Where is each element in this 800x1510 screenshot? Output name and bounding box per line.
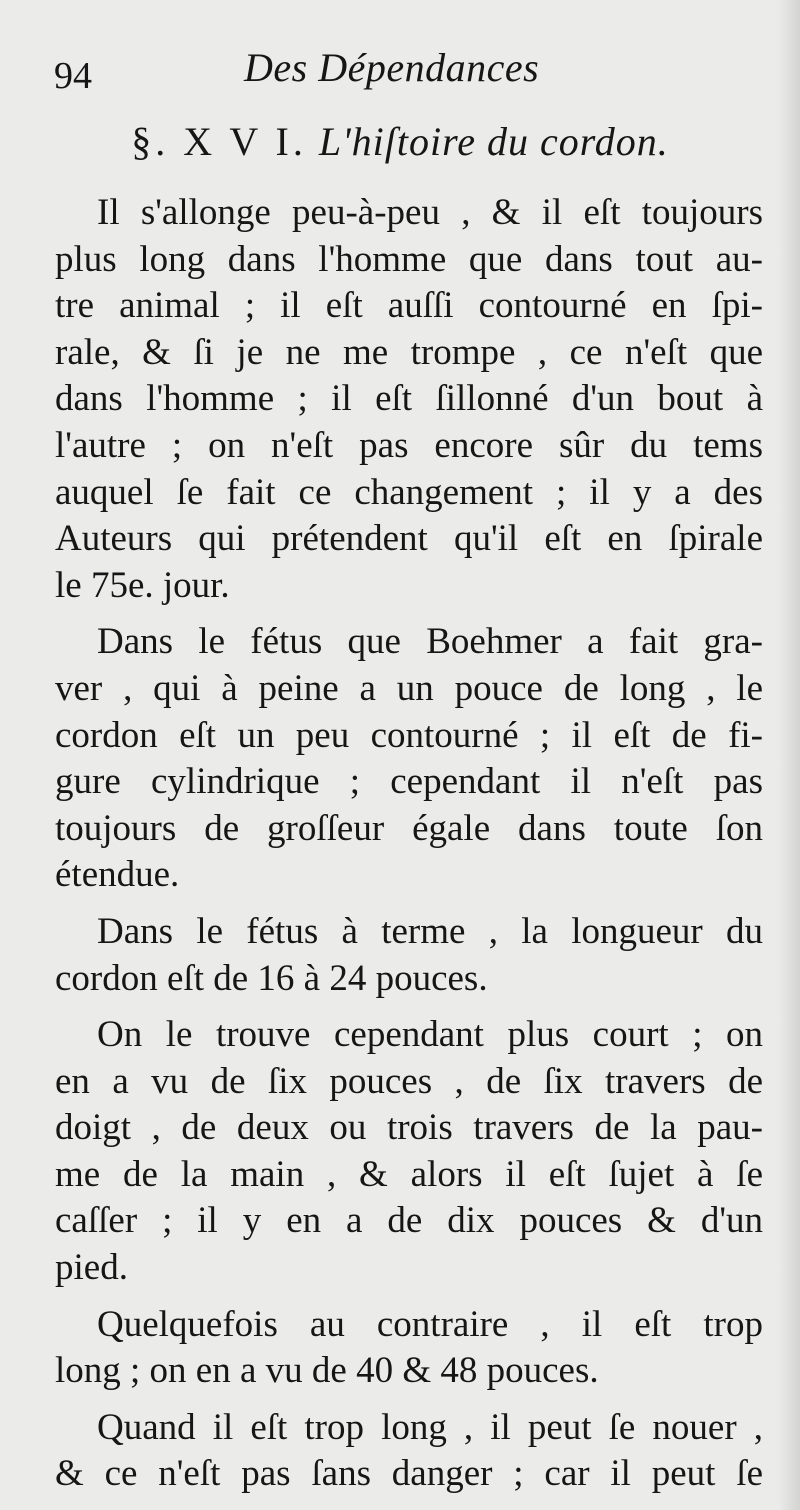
text-line: l'autre ; on n'eſt pas encore sûr du tems xyxy=(55,424,763,466)
text-line: en a vu de ſix pouces , de ſix travers de xyxy=(55,1060,763,1102)
text-line: le 75e. jour. xyxy=(55,564,230,606)
text-line: pied. xyxy=(55,1247,128,1289)
paragraph xyxy=(55,909,763,1002)
section-heading xyxy=(0,118,800,165)
page-edge-shadow xyxy=(778,0,800,1510)
text-line: On le trouve cependant plus court ; on xyxy=(97,1014,763,1056)
paragraph-gap xyxy=(55,1292,763,1302)
paragraph xyxy=(55,190,763,609)
paragraph xyxy=(55,1302,763,1395)
text-line: me de la main , & alors il eſt ſujet à ſe xyxy=(55,1153,763,1195)
text-line: Quelquefois au contraire , il eſt trop xyxy=(97,1303,763,1345)
text-line: & ce n'eſt pas ſans danger ; car il peut ſe xyxy=(55,1453,763,1495)
text-line: Il s'allonge peu-à-peu , & il eſt toujours xyxy=(97,192,763,233)
paragraph-gap xyxy=(55,1002,763,1012)
paragraph xyxy=(55,619,763,899)
body-text xyxy=(55,190,763,1498)
section-number: §. X V I. xyxy=(131,119,307,164)
text-line: dans l'homme ; il eſt ſillonné d'un bout à xyxy=(55,378,763,420)
text-line: caſſer ; il y en a de dix pouces & d'un xyxy=(55,1200,763,1242)
section-title: L'hiſtoire du cordon. xyxy=(318,119,669,164)
text-line: Quand il eſt trop long , il peut ſe nouer , xyxy=(97,1406,763,1448)
text-line: toujours de groſſeur égale dans toute ſon xyxy=(55,807,763,849)
text-line: cordon eſt de 16 à 24 pouces. xyxy=(55,957,488,999)
text-line: ver , qui à peine a un pouce de long , le xyxy=(55,667,763,709)
running-head: Des Dépendances xyxy=(244,45,540,90)
text-line: gure cylindrique ; cependant il n'eſt pas xyxy=(55,761,763,803)
text-line: auquel ſe fait ce changement ; il y a des xyxy=(55,471,763,513)
text-line: Auteurs qui prétendent qu'il eſt en ſpirale xyxy=(55,518,763,560)
paragraph xyxy=(55,1012,763,1292)
page-header xyxy=(0,40,800,110)
text-line: plus long dans l'homme que dans tout au- xyxy=(55,238,763,280)
paragraph-gap xyxy=(55,609,763,619)
text-line: Dans le fétus que Boehmer a fait gra- xyxy=(97,621,763,663)
text-line: tre animal ; il eſt auſſi contourné en ſpi- xyxy=(55,285,763,327)
page-number: 94 xyxy=(54,55,92,97)
paragraph-gap xyxy=(55,1395,763,1405)
text-line: étendue. xyxy=(55,854,180,896)
text-line: long ; on en a vu de 40 & 48 pouces. xyxy=(55,1350,599,1392)
paragraph xyxy=(55,1405,763,1498)
text-line: Dans le fétus à terme , la longueur du xyxy=(97,910,763,952)
text-line: rale, & ſi je ne me trompe , ce n'eſt que xyxy=(55,331,763,373)
text-line: cordon eſt un peu contourné ; il eſt de fi- xyxy=(55,714,763,756)
paragraph-gap xyxy=(55,899,763,909)
text-line: doigt , de deux ou trois travers de la pau- xyxy=(55,1107,763,1149)
